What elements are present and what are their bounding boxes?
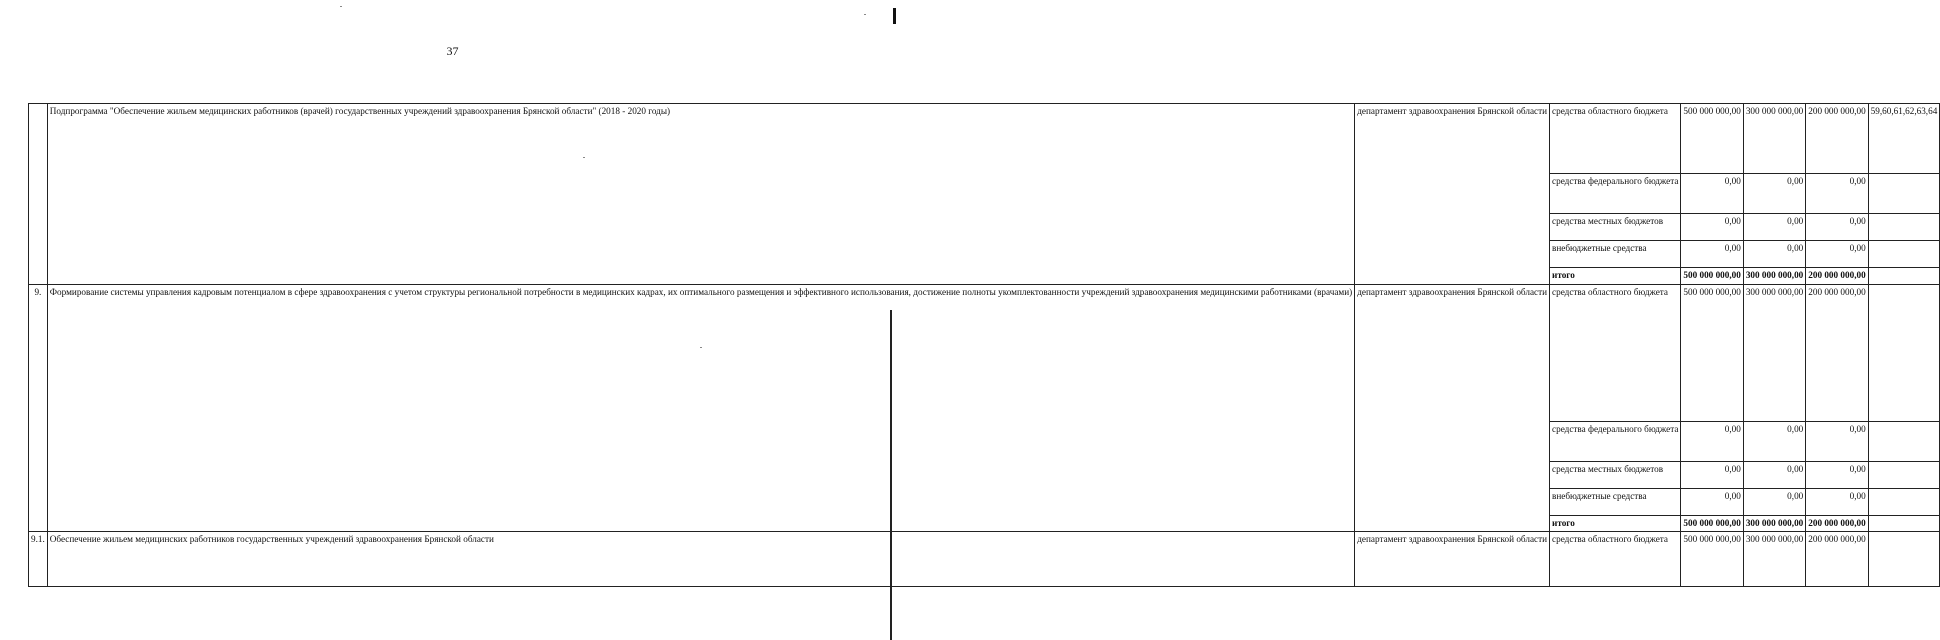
scan-speck bbox=[864, 14, 866, 15]
executor-cell: департамент здравоохранения Брянской области bbox=[1355, 532, 1550, 587]
amount-2019-cell: 300 000 000,00 bbox=[1743, 532, 1805, 587]
amount-total-cell: 500 000 000,00 bbox=[1681, 284, 1743, 421]
funding-source-cell: средства федерального бюджета bbox=[1550, 174, 1681, 214]
executor-cell: департамент здравоохранения Брянской области bbox=[1355, 284, 1550, 532]
amount-2019-cell: 0,00 bbox=[1743, 214, 1805, 241]
amount-2020-cell: 0,00 bbox=[1806, 461, 1868, 488]
indicator-ref-cell bbox=[1868, 515, 1940, 532]
table-row bbox=[29, 532, 1940, 587]
indicator-ref-cell bbox=[1868, 268, 1940, 285]
amount-total-cell: 0,00 bbox=[1681, 214, 1743, 241]
amount-2020-cell: 0,00 bbox=[1806, 241, 1868, 268]
amount-total-cell: 0,00 bbox=[1681, 421, 1743, 461]
funding-source-cell: итого bbox=[1550, 268, 1681, 285]
budget-table bbox=[28, 103, 1940, 587]
amount-2020-cell: 200 000 000,00 bbox=[1806, 284, 1868, 421]
indicator-ref-cell bbox=[1868, 532, 1940, 587]
funding-source-cell: средства областного бюджета bbox=[1550, 284, 1681, 421]
measure-name-cell: Формирование системы управления кадровым потенциалом в сфере здравоохранения с учетом структуры региональной потребности в медицинских кадрах, их оптимального размещения и эффективного использования, достижение полноты укомплектованности учреждений здравоохранения медицинскими работниками (врачами) bbox=[47, 284, 1354, 532]
row-number-cell: 9. bbox=[29, 284, 48, 532]
funding-source-cell: внебюджетные средства bbox=[1550, 241, 1681, 268]
funding-source-cell: средства местных бюджетов bbox=[1550, 461, 1681, 488]
amount-total-cell: 0,00 bbox=[1681, 488, 1743, 515]
amount-2020-cell: 200 000 000,00 bbox=[1806, 515, 1868, 532]
indicator-ref-cell bbox=[1868, 461, 1940, 488]
table-row bbox=[29, 284, 1940, 421]
amount-2019-cell: 300 000 000,00 bbox=[1743, 104, 1805, 174]
scan-speck bbox=[340, 6, 342, 7]
amount-2019-cell: 0,00 bbox=[1743, 488, 1805, 515]
amount-2020-cell: 0,00 bbox=[1806, 488, 1868, 515]
measure-name-cell: Подпрограмма "Обеспечение жильем медицинских работников (врачей) государственных учреждений здравоохранения Брянской области" (2018 - 2020 годы) bbox=[47, 104, 1354, 285]
amount-2020-cell: 0,00 bbox=[1806, 421, 1868, 461]
scan-edge-mark bbox=[893, 8, 896, 24]
funding-source-cell: средства областного бюджета bbox=[1550, 104, 1681, 174]
amount-2020-cell: 200 000 000,00 bbox=[1806, 104, 1868, 174]
amount-total-cell: 0,00 bbox=[1681, 461, 1743, 488]
amount-total-cell: 500 000 000,00 bbox=[1681, 268, 1743, 285]
amount-2019-cell: 300 000 000,00 bbox=[1743, 268, 1805, 285]
amount-2020-cell: 200 000 000,00 bbox=[1806, 532, 1868, 587]
indicator-ref-cell bbox=[1868, 488, 1940, 515]
funding-source-cell: итого bbox=[1550, 515, 1681, 532]
table-row bbox=[29, 104, 1940, 174]
amount-total-cell: 500 000 000,00 bbox=[1681, 104, 1743, 174]
amount-2019-cell: 300 000 000,00 bbox=[1743, 515, 1805, 532]
row-number-cell: 9.1. bbox=[29, 532, 48, 587]
indicator-ref-cell bbox=[1868, 241, 1940, 268]
measure-name-cell: Обеспечение жильем медицинских работников государственных учреждений здравоохранения Брянской области bbox=[47, 532, 1354, 587]
amount-total-cell: 500 000 000,00 bbox=[1681, 532, 1743, 587]
amount-2019-cell: 0,00 bbox=[1743, 174, 1805, 214]
funding-source-cell: средства федерального бюджета bbox=[1550, 421, 1681, 461]
amount-total-cell: 0,00 bbox=[1681, 241, 1743, 268]
amount-2019-cell: 0,00 bbox=[1743, 461, 1805, 488]
amount-2020-cell: 0,00 bbox=[1806, 214, 1868, 241]
funding-source-cell: средства местных бюджетов bbox=[1550, 214, 1681, 241]
amount-2019-cell: 0,00 bbox=[1743, 241, 1805, 268]
funding-source-cell: средства областного бюджета bbox=[1550, 532, 1681, 587]
indicator-ref-cell bbox=[1868, 214, 1940, 241]
funding-source-cell: внебюджетные средства bbox=[1550, 488, 1681, 515]
indicator-ref-cell bbox=[1868, 174, 1940, 214]
amount-2019-cell: 0,00 bbox=[1743, 421, 1805, 461]
row-number-cell bbox=[29, 104, 48, 285]
indicator-ref-cell bbox=[1868, 421, 1940, 461]
page-number: 37 bbox=[446, 44, 459, 58]
amount-total-cell: 0,00 bbox=[1681, 174, 1743, 214]
amount-2020-cell: 200 000 000,00 bbox=[1806, 268, 1868, 285]
indicator-ref-cell bbox=[1868, 284, 1940, 421]
indicator-ref-cell: 59,60,61,62,63,64 bbox=[1868, 104, 1940, 174]
amount-2020-cell: 0,00 bbox=[1806, 174, 1868, 214]
amount-2019-cell: 300 000 000,00 bbox=[1743, 284, 1805, 421]
amount-total-cell: 500 000 000,00 bbox=[1681, 515, 1743, 532]
executor-cell: департамент здравоохранения Брянской области bbox=[1355, 104, 1550, 285]
